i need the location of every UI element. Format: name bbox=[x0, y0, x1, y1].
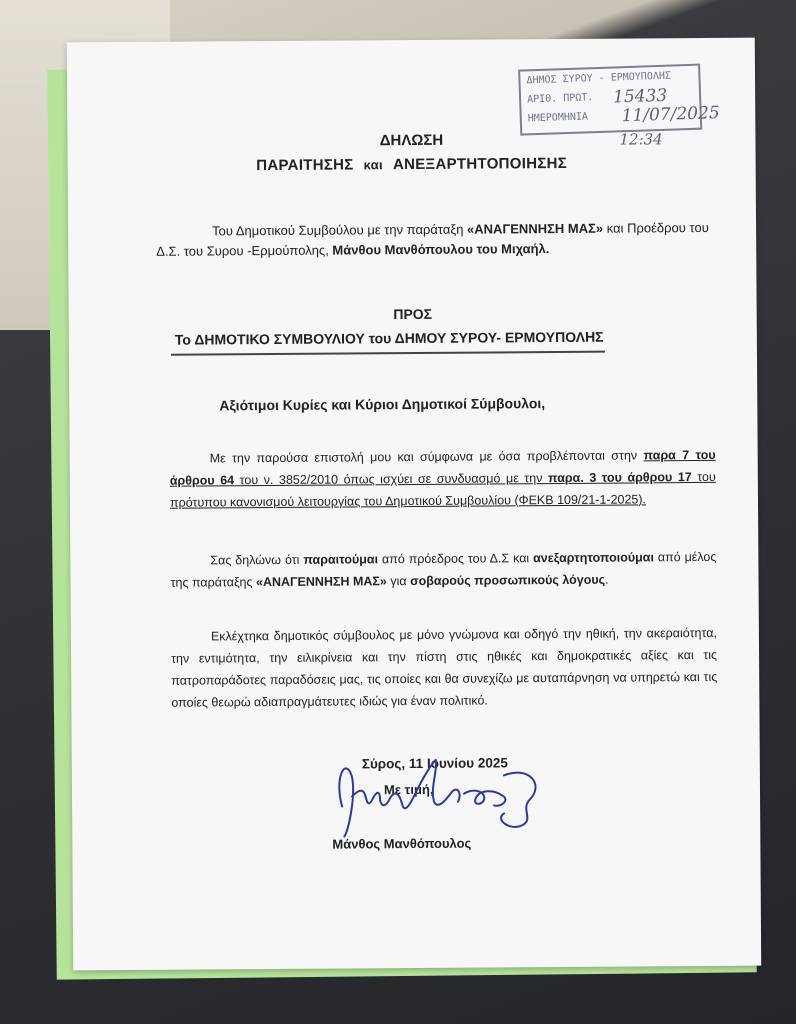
stamp-protocol-label: ΑΡΙΘ. ΠΡΩΤ. bbox=[526, 92, 594, 106]
stamp-time: 12:34 bbox=[619, 130, 663, 149]
p2-independent: ανεξαρτητοποιούμαι bbox=[533, 550, 654, 566]
p2-text-1: Σας δηλώνω ότι bbox=[210, 552, 304, 568]
stamp-office: ΔΗΜΟΣ ΣΥΡΟΥ - ΕΡΜΟΥΠΟΛΗΣ bbox=[526, 70, 672, 87]
subtitle-part2: ΑΝΕΞΑΡΤΗΤΟΠΟΙΗΣΗΣ bbox=[392, 154, 568, 174]
intro-text-1: Του Δημοτικού Συμβούλου με την παράταξη bbox=[212, 221, 468, 239]
registry-stamp bbox=[518, 64, 721, 136]
closing: Με τιμή, bbox=[383, 781, 434, 798]
p2-text-2: από πρόεδρος του Δ.Σ και bbox=[378, 551, 534, 567]
recipient-heading: ΠΡΟΣ bbox=[393, 305, 433, 323]
p2-text-5: . bbox=[605, 572, 609, 587]
paragraph-2 bbox=[170, 546, 716, 594]
p2-reason: σοβαρούς προσωπικούς λόγους bbox=[409, 572, 606, 589]
recipient-underline bbox=[171, 351, 605, 356]
p1-law-ref-2: παρα. 3 του άρθρου 17 bbox=[547, 470, 692, 486]
place-date: Σύρος, 11 Ιουνίου 2025 bbox=[361, 755, 508, 772]
stamp-protocol-number: 15433 bbox=[612, 85, 668, 108]
document-subtitle bbox=[68, 154, 756, 176]
intro-party-name: «ΑΝΑΓΕΝΝΗΣΗ ΜΑΣ» bbox=[466, 220, 604, 237]
subtitle-part1: ΠΑΡΑΙΤΗΣΗΣ bbox=[256, 156, 354, 175]
sender-intro bbox=[156, 218, 716, 262]
p1-law-ref-1: παρα 7 του άρθρου 64 bbox=[169, 447, 716, 488]
p1-text-3: του πρότυπου κανονισμού λειτουργίας του Δημοτικού Συμβουλίου (ΦΕΚΒ 109/21-1-2025). bbox=[169, 469, 716, 510]
p3-text: Εκλέχτηκα δημοτικός σύμβουλος με μόνο γνώμονα και οδηγό την ηθική, την ακεραιότητα, την εντιμότητα, την ειλικρίνεια και την πίστη στις ηθικές και δημοκρατικές αξίες και τις πατροπαράδοτες παραδόσεις μας, τις οποίες και θα συνεχίζω με αυταπάρνηση να υπηρετώ και τις οποίες θεωρώ αδιαπραγμάτευτες ιδιώς για έναν πολιτικό. bbox=[171, 625, 718, 710]
stamp-date-value: 11/07/2025 bbox=[621, 103, 721, 127]
subtitle-conj: και bbox=[363, 157, 383, 173]
p2-party-name: «ΑΝΑΓΕΝΝΗΣΗ ΜΑΣ» bbox=[255, 574, 387, 590]
p2-text-3: από μέλος της παράταξης bbox=[170, 549, 717, 590]
paragraph-3 bbox=[171, 622, 718, 714]
p1-text-2: του ν. 3852/2010 όπως ισχύει σε συνδυασμό με την bbox=[234, 471, 549, 488]
p1-text-1: Με την παρούσα επιστολή μου και σύμφωνα με όσα προβλέπονται στην bbox=[209, 448, 644, 466]
stamp-date-label: ΗΜΕΡΟΜΗΝΙΑ bbox=[527, 111, 589, 125]
greeting: Αξιότιμοι Κυρίες και Κύριοι Δημοτικοί Σύμβουλοι, bbox=[219, 395, 546, 414]
paragraph-1 bbox=[170, 444, 716, 514]
p2-resign: παραιτούμαι bbox=[303, 552, 379, 567]
document-title: ΔΗΛΩΣΗ bbox=[379, 131, 444, 150]
letter-page bbox=[67, 38, 761, 971]
intro-text-2: και Προέδρου του Δ.Σ. του Συρου -Ερμούπολης, bbox=[156, 219, 709, 259]
intro-sender-name: Μάνθου Μανθόπουλου του Μιχαήλ. bbox=[332, 241, 550, 258]
signer-name: Μάνθος Μανθόπουλος bbox=[332, 835, 472, 852]
handwritten-signature bbox=[334, 735, 555, 847]
p2-text-4: για bbox=[386, 574, 411, 589]
recipient-line: Το ΔΗΜΟΤΙΚΟ ΣΥΜΒΟΥΛΙΟΥ του ΔΗΜΟΥ ΣΥΡΟΥ- ΕΡΜΟΥΠΟΛΗΣ bbox=[174, 328, 604, 348]
